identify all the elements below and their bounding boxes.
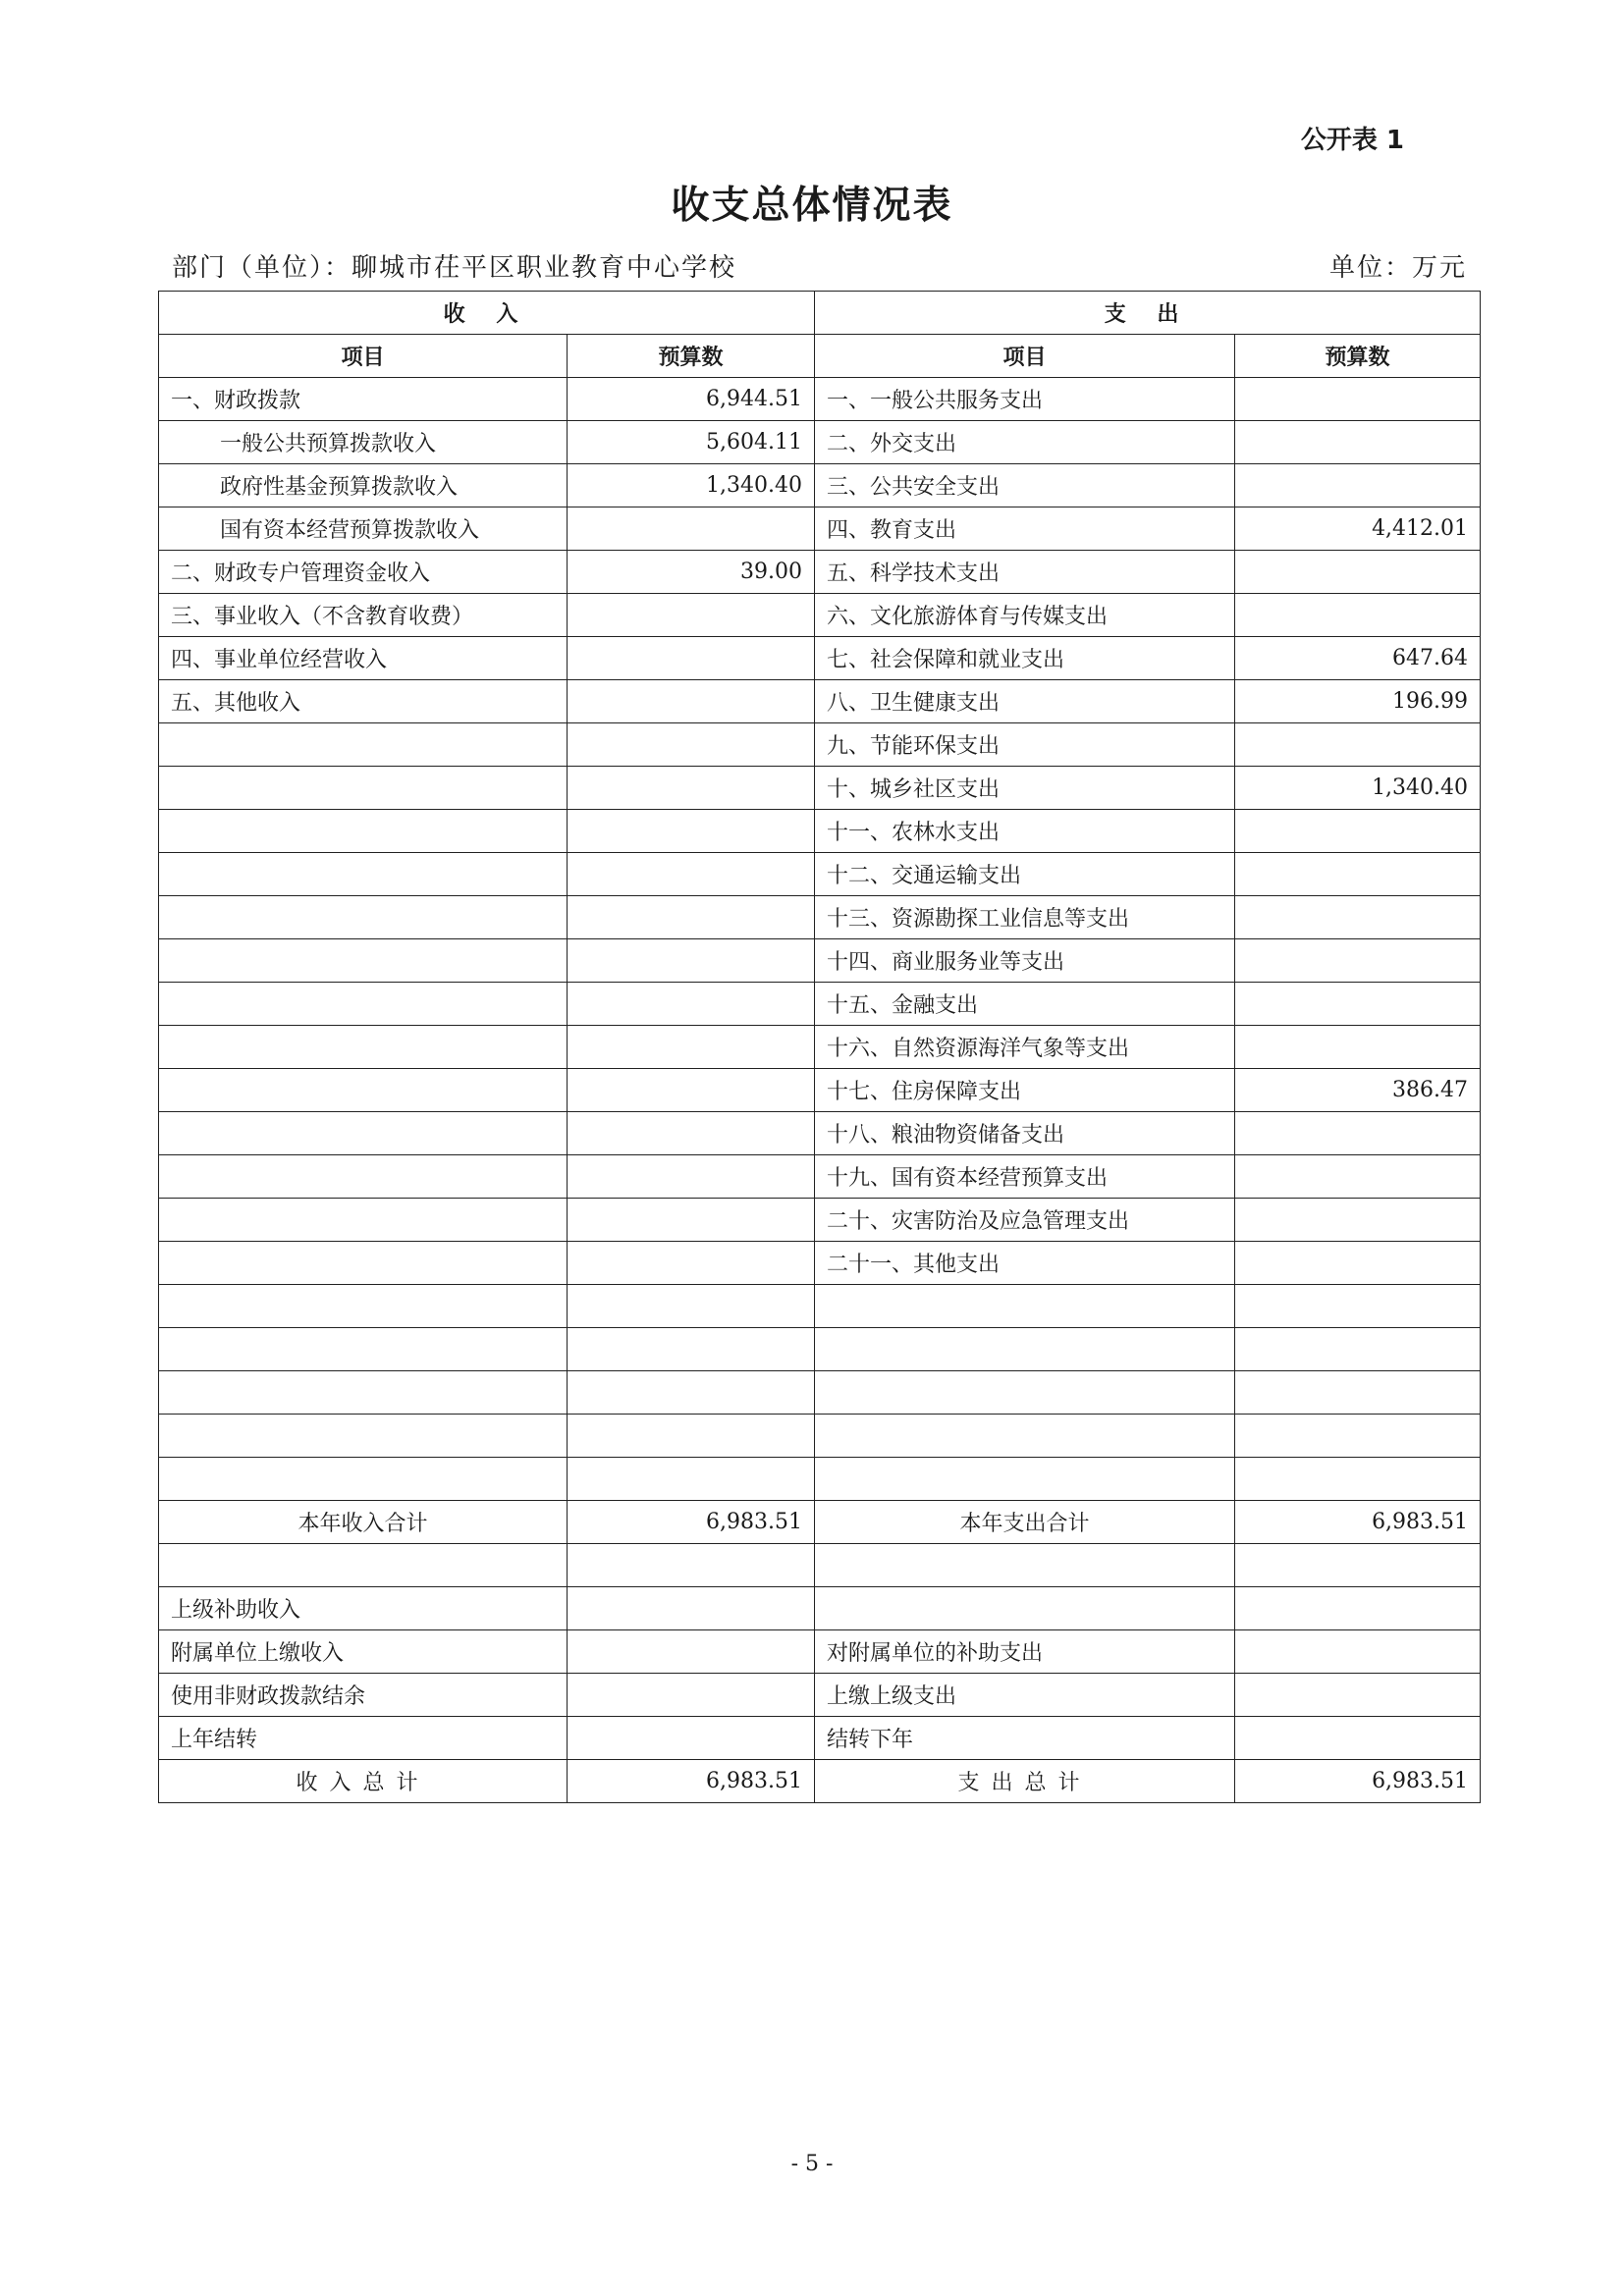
- expense-item-cell: 十四、商业服务业等支出: [815, 939, 1235, 983]
- table-row: [159, 1112, 1481, 1155]
- table-row: [159, 1069, 1481, 1112]
- income-item-cell: [159, 1155, 568, 1199]
- income-item-cell: [159, 1458, 568, 1501]
- income-value-cell: [568, 810, 815, 853]
- expense-item-cell: 二十一、其他支出: [815, 1242, 1235, 1285]
- income-value-cell: 39.00: [568, 551, 815, 594]
- table-row: [159, 378, 1481, 421]
- expense-item-cell: [815, 1458, 1235, 1501]
- income-value-cell: [568, 1199, 815, 1242]
- expense-item-cell: 十、城乡社区支出: [815, 767, 1235, 810]
- expense-value-cell: [1235, 1242, 1481, 1285]
- income-item-cell: [159, 1242, 568, 1285]
- table-row: [159, 1458, 1481, 1501]
- table-row: [159, 939, 1481, 983]
- expense-value-cell: [1235, 1371, 1481, 1415]
- expense-value-cell: 647.64: [1235, 637, 1481, 680]
- income-value-cell: [568, 594, 815, 637]
- expense-value-cell: [1235, 378, 1481, 421]
- income-item-cell: 四、事业单位经营收入: [159, 637, 568, 680]
- income-value-cell: 6,983.51: [568, 1760, 815, 1803]
- expense-value-cell: [1235, 1630, 1481, 1674]
- budget-table-body: [159, 292, 1481, 1803]
- income-item-cell: 上级补助收入: [159, 1587, 568, 1630]
- expense-value-cell: [1235, 1717, 1481, 1760]
- expense-value-cell: [1235, 983, 1481, 1026]
- table-row: [159, 1242, 1481, 1285]
- income-item-cell: 五、其他收入: [159, 680, 568, 723]
- income-value-cell: [568, 896, 815, 939]
- income-value-cell: [568, 1285, 815, 1328]
- table-row: [159, 551, 1481, 594]
- expense-value-cell: [1235, 896, 1481, 939]
- income-item-cell: [159, 1069, 568, 1112]
- income-item-cell: [159, 767, 568, 810]
- page-title: 收支总体情况表: [671, 184, 953, 228]
- table-row: [159, 1285, 1481, 1328]
- income-item-cell: [159, 1415, 568, 1458]
- income-value-cell: [568, 1371, 815, 1415]
- income-value-cell: [568, 1069, 815, 1112]
- income-item-cell: 一般公共预算拨款收入: [159, 421, 568, 464]
- income-item-cell: 附属单位上缴收入: [159, 1630, 568, 1674]
- expense-item-cell: 四、教育支出: [815, 507, 1235, 551]
- expense-item-cell: 五、科学技术支出: [815, 551, 1235, 594]
- expense-value-cell: [1235, 421, 1481, 464]
- table-tag: 公开表 1: [1300, 126, 1404, 155]
- budget-table: [158, 291, 1481, 1803]
- table-row: [159, 896, 1481, 939]
- expense-item-cell: [815, 1587, 1235, 1630]
- income-value-cell: [568, 1674, 815, 1717]
- table-row: [159, 421, 1481, 464]
- expense-value-cell: [1235, 939, 1481, 983]
- expense-item-cell: 十三、资源勘探工业信息等支出: [815, 896, 1235, 939]
- expense-value-cell: [1235, 1458, 1481, 1501]
- expense-item-cell: [815, 1415, 1235, 1458]
- income-value-cell: 5,604.11: [568, 421, 815, 464]
- table-row: [159, 767, 1481, 810]
- income-value-cell: [568, 1415, 815, 1458]
- expense-value-cell: [1235, 1285, 1481, 1328]
- expense-value-cell: 196.99: [1235, 680, 1481, 723]
- table-row: [159, 983, 1481, 1026]
- table-row: [159, 853, 1481, 896]
- expense-item-cell: 十八、粮油物资储备支出: [815, 1112, 1235, 1155]
- expense-item-cell: 对附属单位的补助支出: [815, 1630, 1235, 1674]
- expense-value-cell: [1235, 1544, 1481, 1587]
- income-value-cell: [568, 1717, 815, 1760]
- income-item-cell: 收入总计: [159, 1760, 568, 1803]
- income-value-cell: [568, 983, 815, 1026]
- income-item-cell: [159, 1112, 568, 1155]
- income-item-cell: [159, 939, 568, 983]
- page-number: - 5 -: [790, 2152, 834, 2176]
- expense-value-cell: [1235, 464, 1481, 507]
- table-row: [159, 507, 1481, 551]
- income-value-cell: [568, 939, 815, 983]
- expense-item-cell: 十六、自然资源海洋气象等支出: [815, 1026, 1235, 1069]
- income-item-cell: [159, 810, 568, 853]
- expense-budget-header: 预算数: [1235, 335, 1481, 378]
- table-row: [159, 1544, 1481, 1587]
- expense-item-cell: 一、一般公共服务支出: [815, 378, 1235, 421]
- expense-value-cell: [1235, 1112, 1481, 1155]
- income-item-cell: [159, 1328, 568, 1371]
- income-item-cell: 使用非财政拨款结余: [159, 1674, 568, 1717]
- expense-item-cell: 八、卫生健康支出: [815, 680, 1235, 723]
- income-header: 收 入: [159, 292, 815, 335]
- expense-item-cell: 十二、交通运输支出: [815, 853, 1235, 896]
- unit-label: 单位：万元: [1328, 253, 1467, 283]
- expense-item-cell: [815, 1285, 1235, 1328]
- expense-value-cell: 386.47: [1235, 1069, 1481, 1112]
- table-row: [159, 1630, 1481, 1674]
- expense-item-cell: 九、节能环保支出: [815, 723, 1235, 767]
- income-item-cell: 二、财政专户管理资金收入: [159, 551, 568, 594]
- table-row: [159, 723, 1481, 767]
- expense-value-cell: 1,340.40: [1235, 767, 1481, 810]
- column-header-row: [159, 335, 1481, 378]
- expense-item-cell: 二、外交支出: [815, 421, 1235, 464]
- income-value-cell: [568, 680, 815, 723]
- expense-value-cell: [1235, 551, 1481, 594]
- expense-header: 支 出: [815, 292, 1481, 335]
- section-header-row: [159, 292, 1481, 335]
- expense-item-cell: 十五、金融支出: [815, 983, 1235, 1026]
- income-value-cell: [568, 767, 815, 810]
- expense-value-cell: 4,412.01: [1235, 507, 1481, 551]
- expense-value-cell: [1235, 1415, 1481, 1458]
- income-value-cell: [568, 1328, 815, 1371]
- income-item-cell: [159, 1285, 568, 1328]
- income-item-cell: 三、事业收入（不含教育收费）: [159, 594, 568, 637]
- income-item-cell: 上年结转: [159, 1717, 568, 1760]
- income-value-cell: [568, 1242, 815, 1285]
- table-row: [159, 680, 1481, 723]
- income-value-cell: [568, 1026, 815, 1069]
- income-value-cell: 6,944.51: [568, 378, 815, 421]
- year-total-row: [159, 1501, 1481, 1544]
- expense-item-cell: 支出总计: [815, 1760, 1235, 1803]
- expense-item-cell: [815, 1328, 1235, 1371]
- income-item-cell: [159, 1026, 568, 1069]
- expense-value-cell: [1235, 1674, 1481, 1717]
- expense-value-cell: [1235, 1026, 1481, 1069]
- table-row: [159, 1587, 1481, 1630]
- income-item-cell: 国有资本经营预算拨款收入: [159, 507, 568, 551]
- expense-value-cell: 6,983.51: [1235, 1501, 1481, 1544]
- income-item-cell: [159, 723, 568, 767]
- expense-item-header: 项目: [815, 335, 1235, 378]
- expense-item-cell: 结转下年: [815, 1717, 1235, 1760]
- income-item-cell: [159, 896, 568, 939]
- income-value-cell: 6,983.51: [568, 1501, 815, 1544]
- expense-item-cell: 本年支出合计: [815, 1501, 1235, 1544]
- income-item-header: 项目: [159, 335, 568, 378]
- table-row: [159, 464, 1481, 507]
- expense-value-cell: [1235, 1328, 1481, 1371]
- income-item-cell: 一、财政拨款: [159, 378, 568, 421]
- income-value-cell: [568, 1544, 815, 1587]
- expense-item-cell: 三、公共安全支出: [815, 464, 1235, 507]
- table-row: [159, 810, 1481, 853]
- expense-value-cell: [1235, 1587, 1481, 1630]
- table-row: [159, 1328, 1481, 1371]
- expense-item-cell: 十九、国有资本经营预算支出: [815, 1155, 1235, 1199]
- table-row: [159, 1155, 1481, 1199]
- income-item-cell: [159, 1371, 568, 1415]
- income-value-cell: [568, 507, 815, 551]
- income-value-cell: [568, 723, 815, 767]
- expense-value-cell: [1235, 810, 1481, 853]
- grand-total-row: [159, 1760, 1481, 1803]
- table-row: [159, 1371, 1481, 1415]
- income-item-cell: [159, 983, 568, 1026]
- table-row: [159, 637, 1481, 680]
- expense-value-cell: [1235, 1199, 1481, 1242]
- table-row: [159, 1717, 1481, 1760]
- expense-value-cell: [1235, 594, 1481, 637]
- table-row: [159, 1199, 1481, 1242]
- income-value-cell: [568, 1112, 815, 1155]
- expense-item-cell: 二十、灾害防治及应急管理支出: [815, 1199, 1235, 1242]
- income-budget-header: 预算数: [568, 335, 815, 378]
- expense-item-cell: 七、社会保障和就业支出: [815, 637, 1235, 680]
- income-item-cell: 本年收入合计: [159, 1501, 568, 1544]
- income-value-cell: [568, 1630, 815, 1674]
- table-row: [159, 1026, 1481, 1069]
- income-item-cell: [159, 1544, 568, 1587]
- expense-value-cell: [1235, 723, 1481, 767]
- income-value-cell: [568, 853, 815, 896]
- income-item-cell: [159, 1199, 568, 1242]
- expense-item-cell: 十七、住房保障支出: [815, 1069, 1235, 1112]
- income-item-cell: [159, 853, 568, 896]
- department-label: 部门（单位）：聊城市茌平区职业教育中心学校: [172, 253, 737, 283]
- income-value-cell: [568, 1155, 815, 1199]
- expense-item-cell: 十一、农林水支出: [815, 810, 1235, 853]
- expense-value-cell: [1235, 1155, 1481, 1199]
- income-value-cell: 1,340.40: [568, 464, 815, 507]
- expense-item-cell: 六、文化旅游体育与传媒支出: [815, 594, 1235, 637]
- expense-item-cell: [815, 1544, 1235, 1587]
- table-row: [159, 1415, 1481, 1458]
- income-value-cell: [568, 1458, 815, 1501]
- table-row: [159, 594, 1481, 637]
- expense-value-cell: [1235, 853, 1481, 896]
- income-value-cell: [568, 637, 815, 680]
- expense-item-cell: [815, 1371, 1235, 1415]
- income-value-cell: [568, 1587, 815, 1630]
- expense-value-cell: 6,983.51: [1235, 1760, 1481, 1803]
- expense-item-cell: 上缴上级支出: [815, 1674, 1235, 1717]
- table-row: [159, 1674, 1481, 1717]
- income-item-cell: 政府性基金预算拨款收入: [159, 464, 568, 507]
